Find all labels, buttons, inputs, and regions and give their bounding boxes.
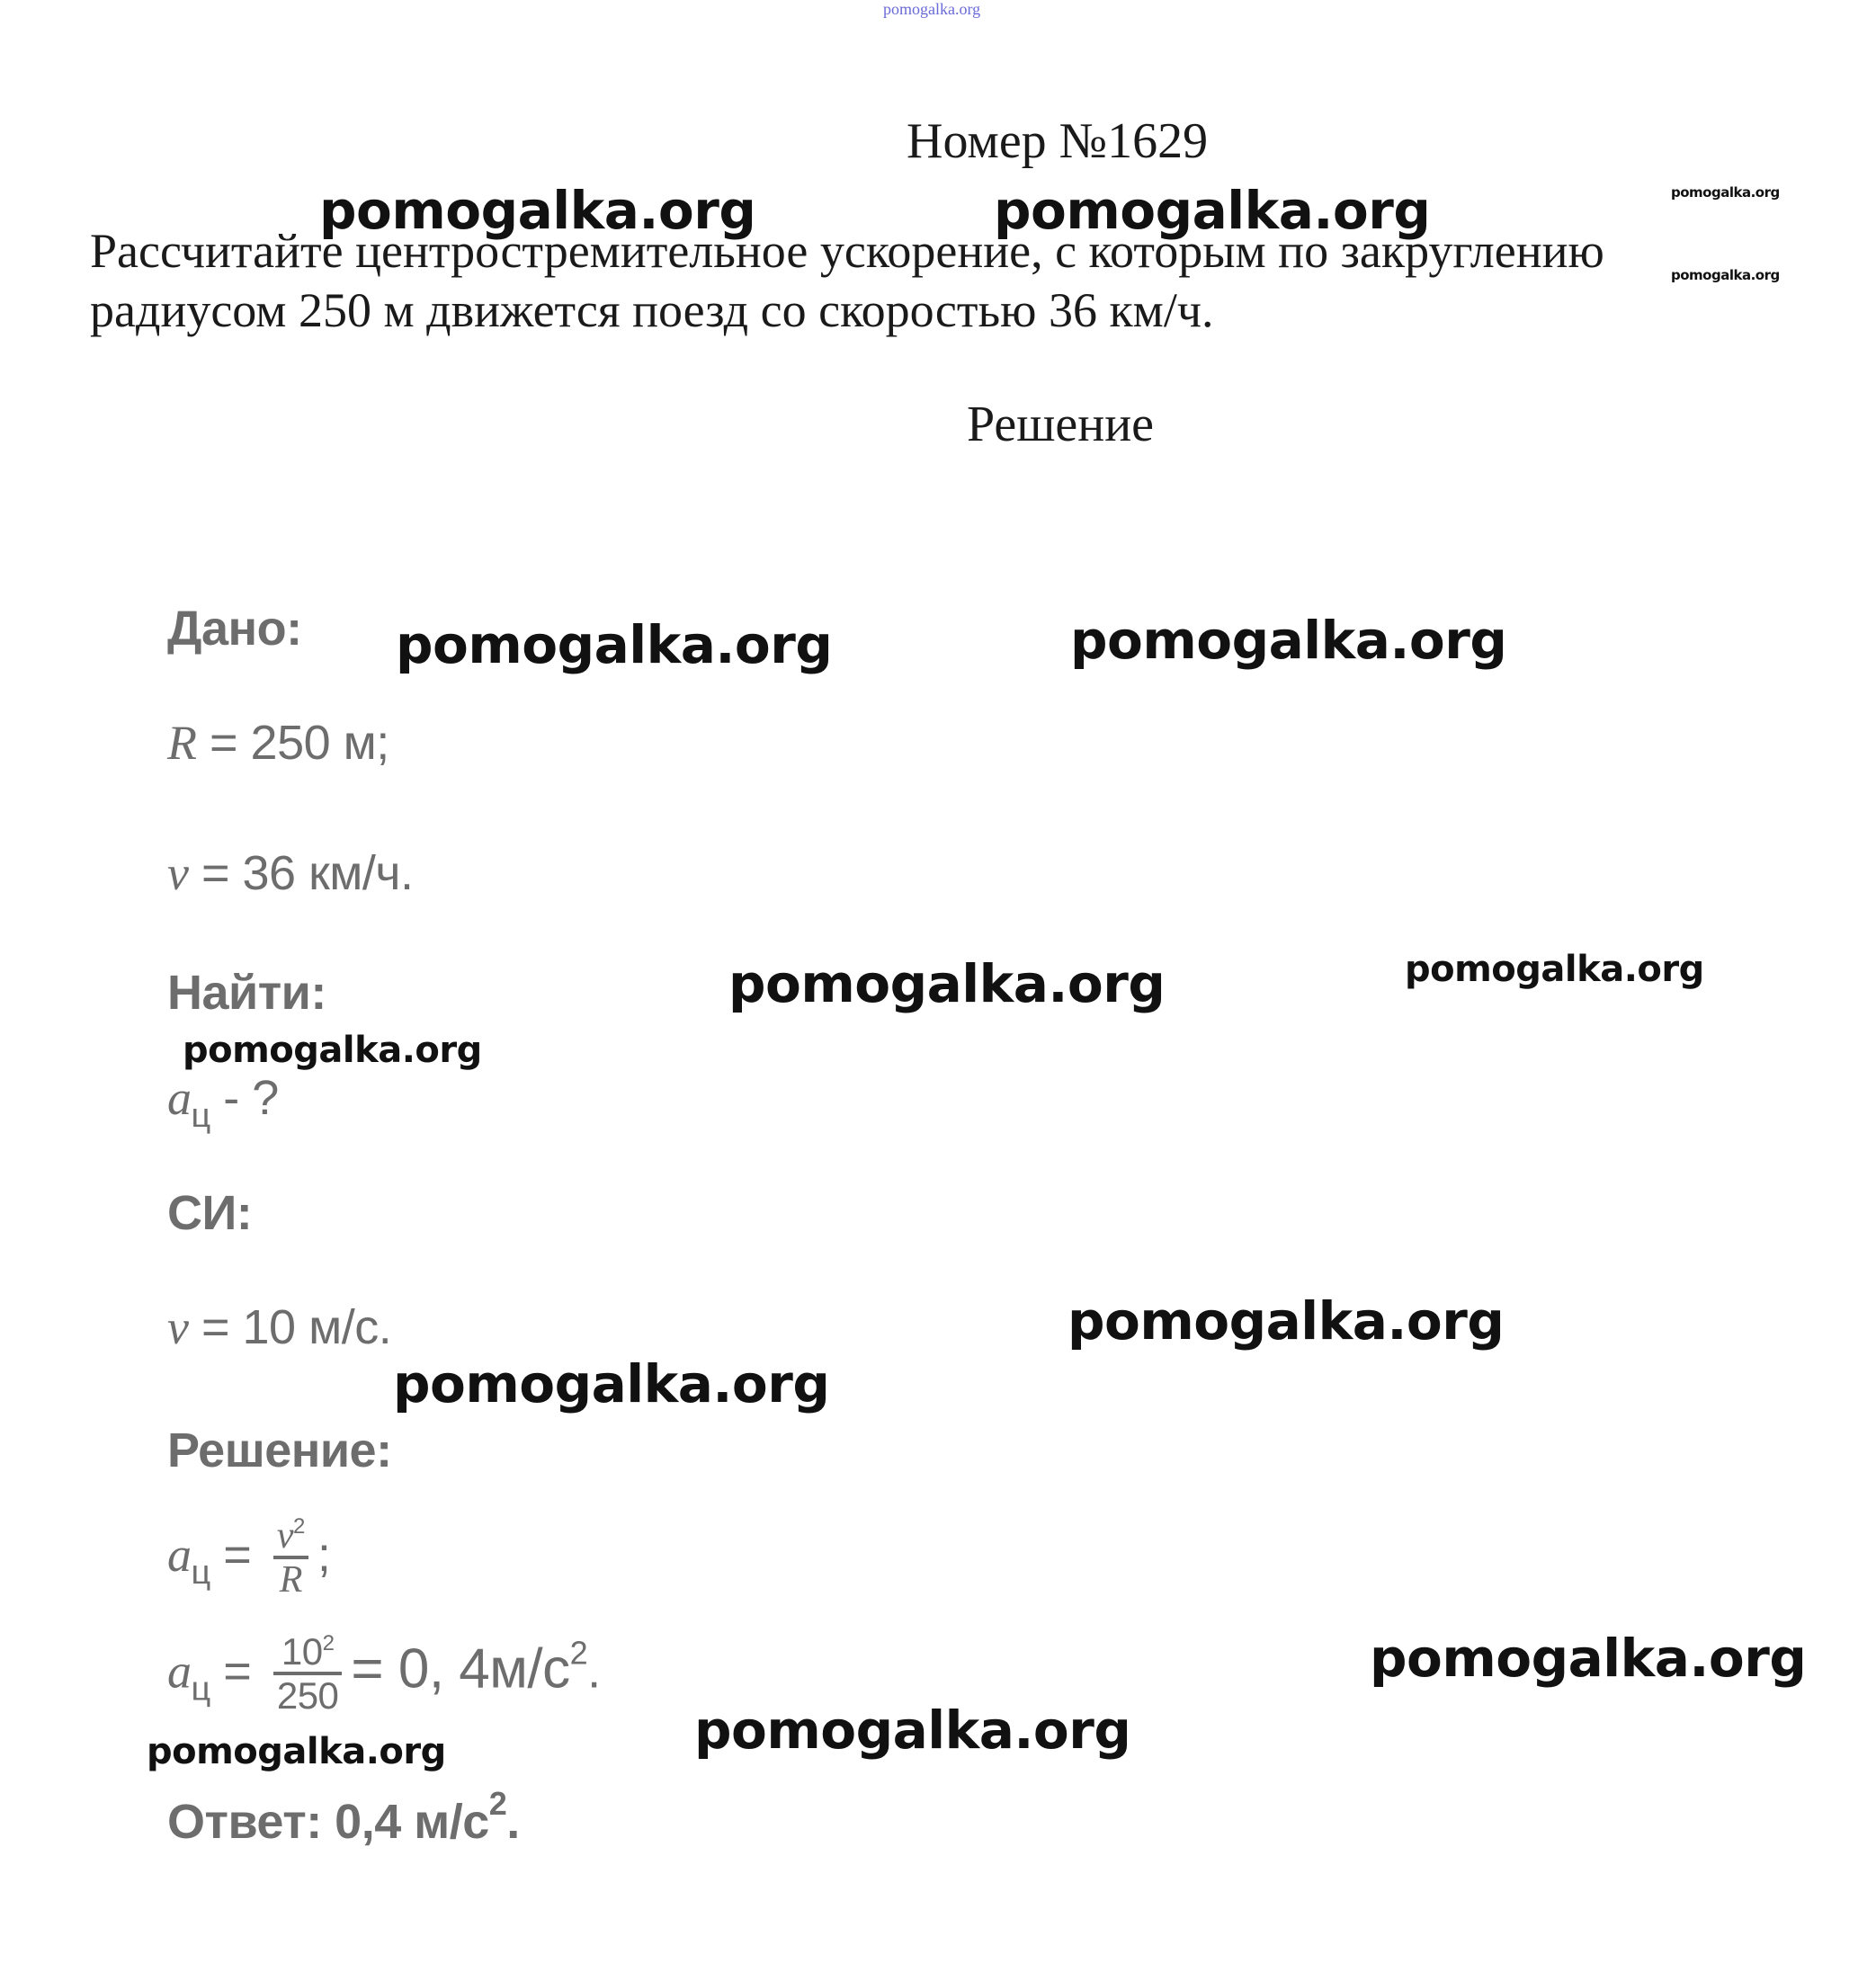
answer-tail: . bbox=[506, 1795, 520, 1849]
superscript-2: 2 bbox=[293, 1514, 305, 1539]
fraction-100-over-250 bbox=[273, 1632, 343, 1717]
subscript-c: ц bbox=[191, 1097, 210, 1135]
fraction-v2-over-r bbox=[273, 1515, 308, 1601]
superscript-2: 2 bbox=[488, 1785, 507, 1822]
equals-sign: = bbox=[223, 1644, 252, 1699]
given-radius-value: = 250 м; bbox=[196, 716, 389, 770]
formula-tail: ; bbox=[317, 1527, 331, 1582]
answer-line bbox=[167, 1785, 520, 1850]
fraction-numerator bbox=[273, 1515, 308, 1559]
fraction-denominator: R bbox=[279, 1559, 302, 1602]
solution-heading: Решение bbox=[967, 397, 1155, 452]
var-a: a bbox=[167, 1071, 192, 1125]
calculation-line bbox=[167, 1632, 601, 1717]
given-radius bbox=[167, 715, 389, 771]
watermark: pomogalka.org bbox=[728, 953, 1166, 1014]
problem-line-2: радиусом 250 м движется поезд со скоростью 36 км/ч. bbox=[90, 283, 1214, 337]
header-watermark: pomogalka.org bbox=[883, 0, 981, 18]
watermark: pomogalka.org bbox=[319, 180, 756, 241]
given-label: Дано: bbox=[167, 602, 302, 656]
formula-line bbox=[167, 1515, 330, 1601]
si-speed-value: = 10 м/с. bbox=[188, 1300, 392, 1354]
watermark: pomogalka.org bbox=[183, 1030, 482, 1071]
superscript-2: 2 bbox=[569, 1634, 588, 1672]
subscript-c: ц bbox=[191, 1553, 210, 1592]
watermark: pomogalka.org bbox=[1370, 1628, 1807, 1689]
watermark: pomogalka.org bbox=[1070, 610, 1507, 671]
var-a: a bbox=[167, 1644, 192, 1699]
watermark: pomogalka.org bbox=[694, 1700, 1131, 1761]
var-v: v bbox=[276, 1515, 293, 1557]
fraction-numerator bbox=[273, 1632, 343, 1675]
var-r: R bbox=[167, 716, 197, 770]
watermark: pomogalka.org bbox=[1671, 267, 1780, 283]
given-speed-value: = 36 км/ч. bbox=[188, 846, 414, 900]
superscript-2: 2 bbox=[322, 1631, 335, 1655]
watermark: pomogalka.org bbox=[1068, 1290, 1505, 1352]
subscript-c: ц bbox=[191, 1670, 210, 1709]
equals-sign: = bbox=[223, 1527, 252, 1582]
watermark: pomogalka.org bbox=[147, 1731, 446, 1772]
answer-text: Ответ: 0,4 м/с bbox=[167, 1795, 489, 1849]
var-a: a bbox=[167, 1527, 192, 1582]
fraction-denominator: 250 bbox=[276, 1674, 339, 1718]
numerator-base: 10 bbox=[281, 1630, 323, 1673]
var-v: v bbox=[167, 1300, 189, 1354]
calc-tail: . bbox=[587, 1644, 601, 1699]
watermark: pomogalka.org bbox=[396, 614, 833, 675]
si-speed bbox=[167, 1299, 391, 1355]
solution-label: Решение: bbox=[167, 1423, 392, 1477]
page-title: Номер №1629 bbox=[907, 113, 1209, 169]
given-speed bbox=[167, 845, 413, 901]
watermark: pomogalka.org bbox=[994, 180, 1431, 241]
var-v: v bbox=[167, 846, 189, 900]
problem-line-1: Рассчитайте центростремительное ускорение, с которым по закруглению bbox=[90, 224, 1604, 278]
find-expression bbox=[167, 1070, 279, 1136]
calc-result: = 0, 4м/с bbox=[351, 1637, 570, 1700]
watermark: pomogalka.org bbox=[1671, 184, 1780, 201]
si-label: СИ: bbox=[167, 1186, 253, 1240]
watermark: pomogalka.org bbox=[393, 1353, 830, 1414]
watermark: pomogalka.org bbox=[1405, 949, 1704, 990]
find-label: Найти: bbox=[167, 966, 326, 1020]
find-question: - ? bbox=[210, 1071, 279, 1125]
